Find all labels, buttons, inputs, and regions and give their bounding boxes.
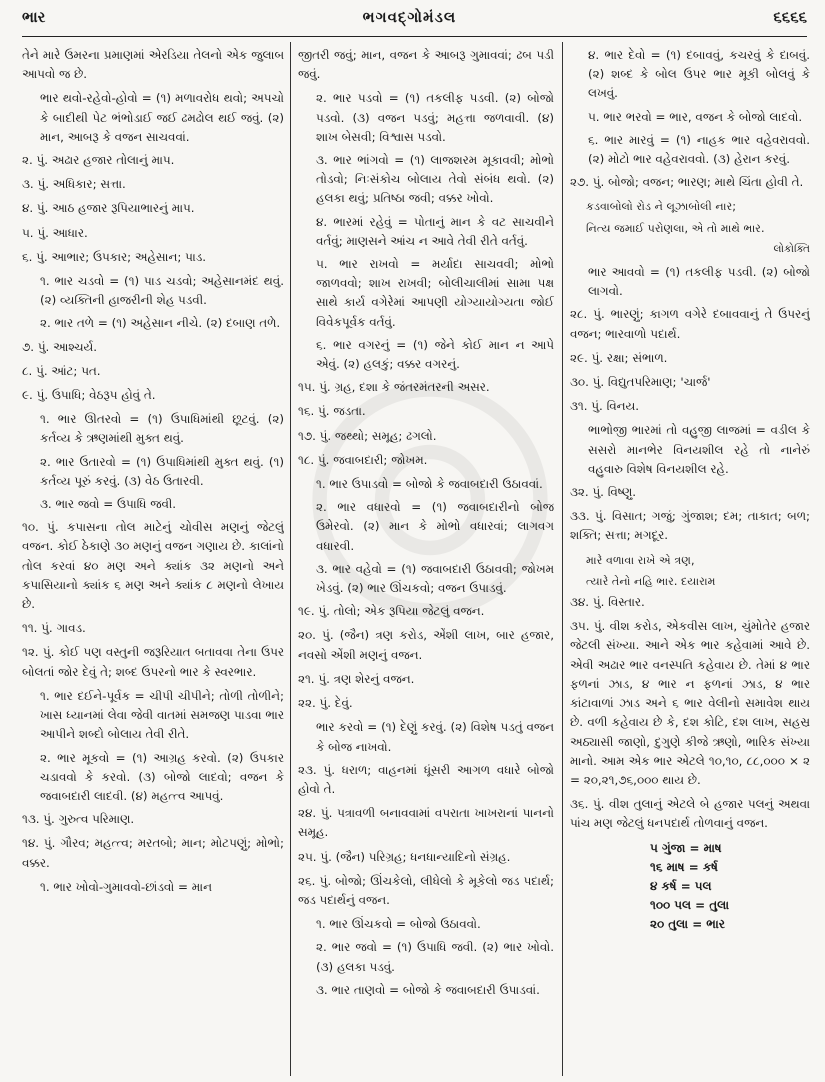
- sub-entry: ભાર આવવો = (૧) તકલીફ પડવી. (૨) બોજો લાગવો.: [588, 265, 810, 299]
- dictionary-entry: ૯. પું. ઉપાધિ; વેઠરૂપ હોવું તે.: [22, 388, 156, 403]
- dictionary-entry: ૩૪. પું. વિસ્તાર.: [570, 595, 645, 610]
- quote-line: નિત્ય જમાઈ પરોણલા, એ તો માથે ભાર.: [586, 221, 765, 235]
- dictionary-entry: ૨૪. પું. પત્રાવળી બનાવવામાં વપરાતા ખાખરાનાં પાનનો સમૂહ.: [298, 806, 554, 840]
- measure-row: ૪ કર્ષ = પલ: [650, 878, 712, 893]
- sub-entry: ૫. ભાર રાખવો = મર્યાદા સાચવવી; મોભો જાળવવો; શાખ રાખવી; બોલીચાલીમાં સામા પક્ષ સાથે કાર્ય વગેરેમાં આપણી યોગ્યાયોગ્યતા જોઈ વિવેકપૂર્વક વર્તવું.: [316, 257, 554, 329]
- sub-entry: ૨. ભાર મૂકવો = (૧) આગ્રહ કરવો. (૨) ઉપકાર ચડાવવો કે કરવો. (૩) બોજો લાદવો; વજન કે જવાબદારી લાદવી. (૪) મહત્ત્વ આપવું.: [40, 750, 284, 803]
- sub-entry: ૩. ભાર ભાંગવો = (૧) લાજશરમ મૂકાવવી; મોભો તોડવો; નિઃસંકોચ બોલાય તેવો સંબંધ થવો. (૨) હલકા થવું; પ્રતિષ્ઠા જવી; વક્કર ખોવો.: [316, 153, 554, 206]
- dictionary-entry: ૩૩. પું. વિસાત; ગજું; ગુંજાશ; દમ; તાકાત; બળ; શક્તિ; સત્તા; મગદૂર.: [570, 509, 810, 543]
- header-rule: [22, 36, 807, 37]
- dictionary-entry: ૨૧. પું. ત્રણ શેરનું વજન.: [298, 671, 415, 686]
- header-title: ભગવદ્ગોમંડલ: [362, 8, 457, 26]
- dictionary-entry: ૨. પું. અઢાર હજાર તોલાનું માપ.: [22, 153, 175, 168]
- sub-entry: ૧. ભાર ઉપાડવો = બોજો કે જવાબદારી ઉઠાવવાં.: [316, 477, 543, 492]
- quote-line: કડવાબોલો રોડ ને લૂઝાબોલી નાર;: [586, 200, 737, 214]
- sub-entry: ૧. ભાર ઊંચકવો = બોજો ઉઠાવવો.: [316, 917, 481, 932]
- dictionary-entry: ૩૨. પું. વિષ્ણુ.: [570, 485, 637, 500]
- dictionary-entry: ૩૬. પું. વીશ તુલાનું એટલે બે હજાર પલનું અથવા પાંચ મણ જેટલું ધનપદાર્થ તોળવાનું વજન.: [570, 797, 810, 831]
- sub-entry: ૨. ભાર પડવો = (૧) તકલીફ પડવી. (૨) બોજો પડવો. (૩) વજન પડવું; મહત્તા જળવાવી. (૪) શાખ બેસવી; વિશ્વાસ પડવો.: [316, 91, 554, 144]
- measure-row: ૫ ગુંજા = માષ: [650, 840, 722, 855]
- dictionary-entry: ૧૪. પું. ગૌરવ; મહત્ત્વ; મરતબો; માન; મોટપણું; મોભો; વક્કર.: [22, 836, 284, 870]
- dictionary-entry: ૧૬. પું. જડતા.: [298, 404, 366, 419]
- column-3: [570, 46, 810, 1078]
- dictionary-entry: ૧૮. પું. જવાબદારી; જોખમ.: [298, 452, 428, 467]
- dictionary-entry: ૨૬. પું. બોજો; ઊંચકેલો, લીધેલો કે મૂકેલો જડ પદાર્થ; જડ પદાર્થનું વજન.: [298, 873, 554, 907]
- sub-entry: ૨. ભાર ઉતારવો = (૧) ઉપાધિમાંથી મુક્ત થવું. (૧) કર્તવ્ય પૂરું કરવું. (૩) વેઠ ઉતારવી.: [40, 454, 284, 488]
- sub-entry: ૬. ભાર વગરનું = (૧) જેને કોઈ માન ન આપે એવું. (૨) હલકું; વક્કર વગરનું.: [316, 337, 554, 372]
- measure-row: ૧૦૦ પલ = તુલા: [650, 898, 730, 913]
- sub-entry: ૧. ભાર ઊતરવો = (૧) ઉપાધિમાંથી છૂટવું. (૨) કર્તવ્ય કે ઋણમાંથી મુક્ત થવું.: [40, 412, 284, 446]
- sub-entry: ૬. ભાર મારવું = (૧) નાહક ભાર વહેવરાવવો. (૨) મોટો ભાર વહેવરાવવો. (૩) હેરાન કરવું.: [588, 132, 810, 167]
- sub-entry: ભાભોજી ભારમાં તો વહુજી લાજમાં = વડીલ કે સસરો માનભેર વિનયશીલ રહે તો નાનેરું વહુવારુ વિશેષ વિનયશીલ રહે.: [588, 423, 810, 476]
- dictionary-entry: ૧૫. પું. ગ્રહ, દશા કે જંતરમંતરની અસર.: [298, 380, 490, 395]
- dictionary-entry: ૨૩. પું. ધરાળ; વાહનમાં ધૂંસરી આગળ વધારે બોજો હોવો તે.: [298, 762, 554, 796]
- sub-entry: ૪. ભાર દેવો = (૧) દબાવવું, કચરવું કે દાબવું. (૨) શબ્દ કે બોલ ઉપર ભાર મૂકી બોલવું કે લખવું.: [588, 48, 810, 101]
- sub-entry: ૩. ભાર વહેવો = (૧) જવાબદારી ઉઠાવવી; જોખમ ખેડવું. (૨) ભાર ઊંચકવો; વજન ઉપાડવું.: [316, 561, 554, 596]
- header-left-word: ભાર: [22, 8, 46, 26]
- dictionary-entry: ૬. પું. આભાર; ઉપકાર; અહેસાન; પાડ.: [22, 249, 207, 264]
- dictionary-entry: તેને મારે ઉમરના પ્રમાણમાં એરડિયા તેલનો એક જુલાબ આપવો જ છે.: [22, 48, 284, 82]
- dictionary-entry: ૨૭. પું. બોજો; વજન; ભારણ; માથે ચિંતા હોવી તે.: [570, 175, 804, 190]
- sub-entry: ૪. ભારમાં રહેવું = પોતાનું માન કે વટ સાચવીને વર્તવું; માણસને આંચ ન આવે તેવી રીતે વર્તવું.: [316, 214, 554, 248]
- sub-entry: ભાર કરવો = (૧) દેણું કરવું. (૨) વિશેષ પડતું વજન કે બોજ નાખવો.: [316, 720, 554, 754]
- dictionary-entry: ૮. પું. આંટ; પત.: [22, 363, 101, 378]
- sub-entry: ૫. ભાર ભરવો = ભાર, વજન કે બોજો લાદવો.: [588, 109, 803, 124]
- sub-entry: ૩. ભાર તાણવો = બોજો કે જવાબદારી ઉપાડવાં.: [316, 982, 540, 997]
- dictionary-entry: ૧૧. પું. ગાવડ.: [22, 621, 86, 636]
- sub-entry: ભાર થવો-રહેવો-હોવો = (૧) મળાવરોધ થવો; અપચો કે બાદીથી પેટ ભંભોડાઈ જઈ ઢમઢોલ થઈ જવું. (૨) માન, આબરૂ કે વજન સાચવવાં.: [40, 91, 284, 144]
- sub-entry: ૨. ભાર તળે = (૧) અહેસાન નીચે. (૨) દબાણ તળે.: [40, 316, 281, 331]
- dictionary-entry: ૫. પું. આધાર.: [22, 225, 88, 240]
- sub-entry: ૨. ભાર જવો = (૧) ઉપાધિ જવી. (૨) ભાર ખોવો. (૩) હલકા પડવું.: [316, 940, 554, 974]
- sub-entry: ૨. ભાર વધારવો = (૧) જવાબદારીનો બોજ ઉમેરવો. (૨) માન કે મોભો વધારવાં; લાગવગ વધારવી.: [316, 500, 554, 553]
- dictionary-entry: ૧૦. પું. કપાસના તોલ માટેનું ચોવીસ મણનું જેટલું વજન. કોઈ ઠેકાણે ૩૦ મણનું વજન ગણાય છે. કાલાંનો તોલ કરવાં ૪૦ મણ અને ક્યાંક ૩૨ મણનો અને કપાસિયાનો ક્યાંક ૬ મણ અને ક્યાંક ૮ મણનો લેખાય છે.: [22, 520, 284, 612]
- quote-line: મારે વળાવા રાખે એ ત્રણ,: [586, 553, 695, 567]
- measure-row: ૨૦ તુલા = ભાર: [650, 917, 725, 932]
- dictionary-entry: ૧૩. પું. ગુરુત્વ પરિમાણ.: [22, 812, 135, 827]
- sub-entry: ૧. ભાર દઈને-પૂર્વક = ચીપી ચીપીને; તોળી તોળીને; ખાસ ધ્યાનમાં લેવા જેવી વાતમાં સમજણ પાડવા ભાર આપીને શબ્દો બોલાય તેવી રીતે.: [40, 688, 284, 742]
- column-2: [298, 46, 554, 1078]
- quote-source: લોકોક્તિ: [773, 242, 810, 255]
- measure-row: ૧૬ માષ = કર્ષ: [650, 859, 718, 874]
- dictionary-entry: ૨૯. પું. રક્ષા; સંભાળ.: [570, 350, 668, 365]
- column-divider: [290, 42, 291, 1076]
- dictionary-entry: જીતરી જવું; માન, વજન કે આબરૂ ગુમાવવાં; ઢબ પડી જવું.: [298, 48, 554, 82]
- dictionary-entry: ૨૮. પું. ભારણું; કાગળ વગેરે દબાવવાનું તે ઉપરનું વજન; ભારવાળો પદાર્થ.: [570, 307, 810, 341]
- dictionary-entry: ૩૧. પું. વિનય.: [570, 399, 640, 414]
- dictionary-entry: ૩૫. પું. વીશ કરોડ, એકવીસ લાખ, ચુંમોતેર હજાર જેટલી સંખ્યા. આને એક ભાર કહેવામાં આવે છે. એવી અઢાર ભાર વનસ્પતિ કહેવાય છે. તેમાં ૪ ભાર ફળનાં ઝાડ, ૪ ભાર ન ફળનાં ઝાડ, ૪ ભાર કાંટાવાળાં ઝાડ અને ૬ ભાર વેલીનો સમાવેશ થાય છે. વળી કહેવાય છે કે, દશ કોટિ, દશ લાખ, સહસ્ર અઠ્યાસી જાણો, દુગુણે કીજે ઋણો, ભારિક સંખ્યા માનો. આમ એક ભાર એટલે ૧૦,૧૦, ૮૮,૦૦૦ × ૨ = ૨૦,૨૧,૭૬,૦૦૦ થાય છે.: [570, 619, 810, 787]
- sub-entry: ૧. ભાર ચડવો = (૧) પાડ ચડવો; અહેસાનમંદ થવું. (૨) વ્યક્તિની હાજરીની શેહ પડવી.: [40, 274, 284, 308]
- dictionary-entry: ૩૦. પું. વિદ્યુતપરિમાણ; 'ચાર્જ': [570, 375, 711, 390]
- dictionary-entry: ૨૫. પું. (જૈન) પરિગ્રહ; ધનધાન્યાદિનો સંગ્રહ.: [298, 849, 511, 864]
- dictionary-entry: ૭. પું. આશ્ચર્ય.: [22, 339, 98, 354]
- column-1: [22, 46, 284, 1078]
- quote-line: ત્યારે તેનો નહિ ભાર. દયારામ: [586, 574, 716, 588]
- dictionary-entry: ૧૭. પું. જથ્થો; સમૂહ; ઢગલો.: [298, 428, 437, 443]
- dictionary-entry: ૪. પું. આઠ હજાર રૂપિયાભારનું માપ.: [22, 201, 195, 216]
- dictionary-entry: ૧૯. પું. તોલો; એક રૂપિયા જેટલું વજન.: [298, 604, 485, 619]
- sub-entry: ૩. ભાર જવો = ઉપાધિ જવી.: [40, 497, 177, 512]
- sub-entry: ૧. ભાર ખોવો-ગુમાવવો-છાંડવો = માન: [40, 879, 212, 894]
- dictionary-entry: ૧૨. પું. કોઈ પણ વસ્તુની જરૂરિયાત બતાવવા તેના ઉપર બોલતાં જોર દેવું તે; શબ્દ ઉપરનો ભાર કે સ્વરભાર.: [22, 645, 284, 679]
- column-divider: [562, 42, 563, 1076]
- page-header: [22, 2, 807, 32]
- dictionary-entry: ૩. પું. અધિકાર; સત્તા.: [22, 177, 126, 192]
- dictionary-entry: ૨૨. પું. દેવું.: [298, 696, 353, 711]
- page-number: ૬૬૬૬: [773, 8, 807, 26]
- dictionary-entry: ૨૦. પું. (જૈન) ત્રણ કરોડ, એંશી લાખ, બાર હજાર, નવસો એંશી મણનું વજન.: [298, 628, 554, 662]
